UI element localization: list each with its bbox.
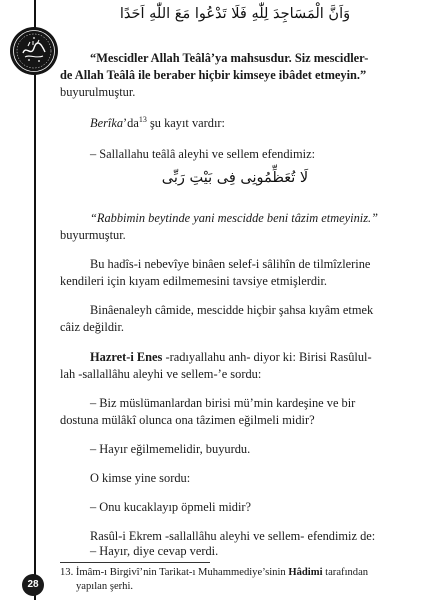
verse-translation-tail: buyurulmuştur. bbox=[60, 85, 136, 99]
berika-title: Berîka bbox=[90, 116, 124, 130]
hadith-translation-line1: “Rabbimin beytinde yani mescidde beni tâzim etmeyiniz.” bbox=[90, 211, 379, 225]
para-enes-line1 bbox=[60, 349, 410, 366]
page-number: 28 bbox=[22, 574, 44, 596]
footnote-rule bbox=[60, 562, 210, 563]
question2: – Onu kucaklayıp öpmeli midir? bbox=[90, 500, 252, 514]
answer2: – Hayır, diye cevap verdi. bbox=[90, 544, 219, 558]
enes-name: Hazret-i Enes bbox=[90, 350, 163, 364]
enes-line1-rest: -radıyallahu anh- diyor ki: Birisi Rasûlul- bbox=[162, 350, 372, 364]
hadith-translation-tail: buyurmuştur. bbox=[60, 228, 126, 242]
berika-rest: şu kayıt vardır: bbox=[146, 116, 225, 130]
footnote-number: 13. bbox=[60, 567, 74, 578]
calligraphy-medallion-icon bbox=[9, 26, 59, 76]
footnote bbox=[60, 566, 410, 593]
verse-translation-line2: de Allah Teâlâ ile beraber hiçbir kimseye ibâdet etmeyin.” bbox=[60, 68, 367, 82]
arabic-hadith: لَا تُعَظِّمُونِى فِى بَيْتِ رَبِّى bbox=[161, 170, 309, 186]
answer1: – Hayır eğilmemelidir, buyurdu. bbox=[90, 442, 251, 456]
para-selef-line2: kendileri için kıyam edilmemesini tavsiye etmişlerdir. bbox=[60, 274, 328, 288]
footnote-before: İmâm-ı Birgivî’nin Tarikat-ı Muhammediye’sinin bbox=[73, 567, 289, 578]
berika-line bbox=[60, 115, 410, 132]
question1-line1: – Biz müslümanlardan birisi mü’min kardeşine ve bir bbox=[90, 396, 356, 410]
prophet-line: – Sallallahu teâlâ aleyhi ve sellem efendimiz: bbox=[90, 147, 316, 161]
asked-again: O kimse yine sordu: bbox=[90, 471, 191, 485]
footnote-bold: Hâdimi bbox=[288, 567, 323, 578]
margin-rule bbox=[34, 0, 36, 600]
footnote-line1 bbox=[60, 566, 410, 580]
question1-line2: dostuna mülâkî olunca ona tâzimen eğilmeli midir? bbox=[60, 413, 315, 427]
para-selef-line1: Bu hadîs-i nebevîye binâen selef-i sâlihîn de tilmîzlerine bbox=[90, 257, 371, 271]
berika-suffix: ’da bbox=[123, 116, 139, 130]
footnote-ref[interactable]: 13 bbox=[138, 114, 147, 124]
para-enes-line2: lah -sallallâhu aleyhi ve sellem-’e sordu: bbox=[60, 367, 262, 381]
para-binaenaleyh-line1: Binâenaleyh câmide, mescidde hiçbir şahsa kıyâm etmek bbox=[90, 303, 374, 317]
footnote-after: tarafından bbox=[322, 567, 369, 578]
rasul-line: Rasûl-i Ekrem -sallallâhu aleyhi ve sellem- efendimiz de: bbox=[90, 529, 376, 543]
arabic-verse: وَاَنَّ الْمَسَاجِدَ لِلّٰهِ فَلَا تَدْعُوا مَعَ اللّٰهِ اَحَدًا bbox=[119, 6, 351, 22]
verse-translation-line1: “Mescidler Allah Teâlâ’ya mahsusdur. Siz mescidler- bbox=[90, 51, 369, 65]
footnote-line2: yapılan şerhi. bbox=[76, 580, 134, 592]
para-binaenaleyh-line2: câiz değildir. bbox=[60, 320, 124, 334]
